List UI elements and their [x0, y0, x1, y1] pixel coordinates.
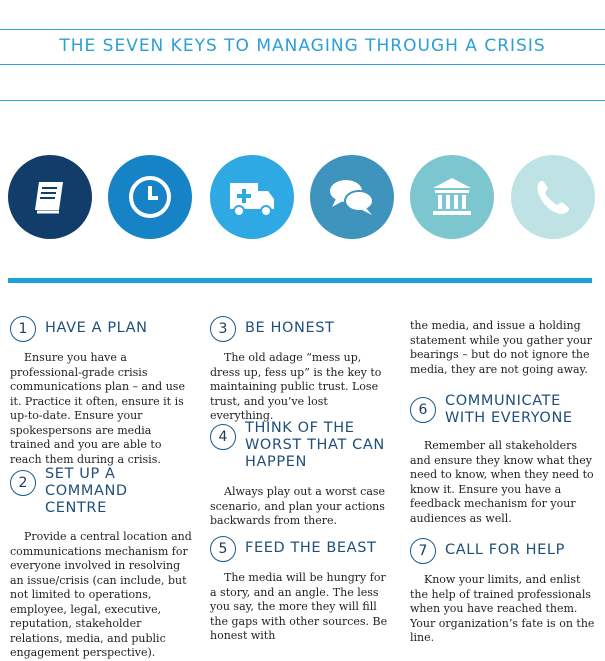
phone-icon — [511, 155, 595, 239]
section-number: 1 — [10, 316, 36, 342]
divider-bar — [8, 278, 592, 283]
section-text: The old adage “mess up, dress up, fess up” is the key to maintaining public trust. Lose trust, and you’ve lost everything. — [210, 351, 382, 422]
section-number: 7 — [410, 538, 436, 564]
section-heading: SET UP A COMMAND CENTRE — [45, 466, 128, 516]
section-heading: FEED THE BEAST — [245, 540, 377, 556]
section-heading: HAVE A PLAN — [45, 320, 148, 336]
section-text: the media, and issue a holding statement while you gather your bearings – but do not ignore the media, they are not going away. — [410, 319, 593, 376]
section-number: 5 — [210, 536, 236, 562]
bank-icon — [410, 155, 494, 239]
top-rule-2 — [0, 64, 605, 65]
ambulance-icon — [210, 155, 294, 239]
section-number: 6 — [410, 397, 436, 423]
section-text: Ensure you have a professional-grade crisis communications plan – and use it. Practice it often, ensure it is up-to-date. Ensure your spokespersons are media trained and you are able to reach them during a crisis. — [10, 351, 185, 466]
section-heading: CALL FOR HELP — [445, 542, 565, 558]
section-have-a-plan — [10, 316, 192, 467]
section-number: 3 — [210, 316, 236, 342]
section-text: Always play out a worst case scenario, and plan your actions backwards from there. — [210, 485, 386, 527]
icon-row — [8, 155, 605, 241]
section-heading: BE HONEST — [245, 320, 335, 336]
section-text: The media will be hungry for a story, and an angle. The less you say, the more they will fill the gaps with other sources. Be honest with — [210, 571, 388, 642]
section-be-honest — [210, 316, 390, 424]
section-call-for-help — [410, 538, 595, 646]
clock-icon — [108, 155, 192, 239]
top-rule-3 — [0, 100, 605, 101]
section-number: 4 — [210, 424, 236, 450]
section-feed-the-beast-continued — [410, 319, 595, 377]
section-heading: COMMUNICATE WITH EVERYONE — [445, 393, 573, 426]
section-number: 2 — [10, 470, 36, 496]
section-feed-the-beast — [210, 536, 390, 644]
section-communicate — [410, 393, 595, 526]
chat-bubbles-icon — [310, 155, 394, 239]
book-icon — [8, 155, 92, 239]
top-rule-1 — [0, 29, 605, 30]
section-worst-case — [210, 420, 390, 529]
section-text: Remember all stakeholders and ensure they know what they need to know, when they need to know it. Ensure you have a feedback mechanism for your audiences as well. — [410, 439, 594, 525]
section-text: Know your limits, and enlist the help of trained professionals when you have reached them. Your organization’s fate is on the line. — [410, 573, 595, 644]
section-text: Provide a central location and communications mechanism for everyone involved in resolving an issue/crisis (can include, but not limited to operations, employee, legal, executive, reputation, stakeholder relations, media, and public engagement perspective). — [10, 530, 192, 659]
page-title: THE SEVEN KEYS TO MANAGING THROUGH A CRISIS — [59, 36, 546, 56]
section-heading: THINK OF THE WORST THAT CAN HAPPEN — [245, 420, 385, 470]
section-command-centre — [10, 466, 192, 661]
